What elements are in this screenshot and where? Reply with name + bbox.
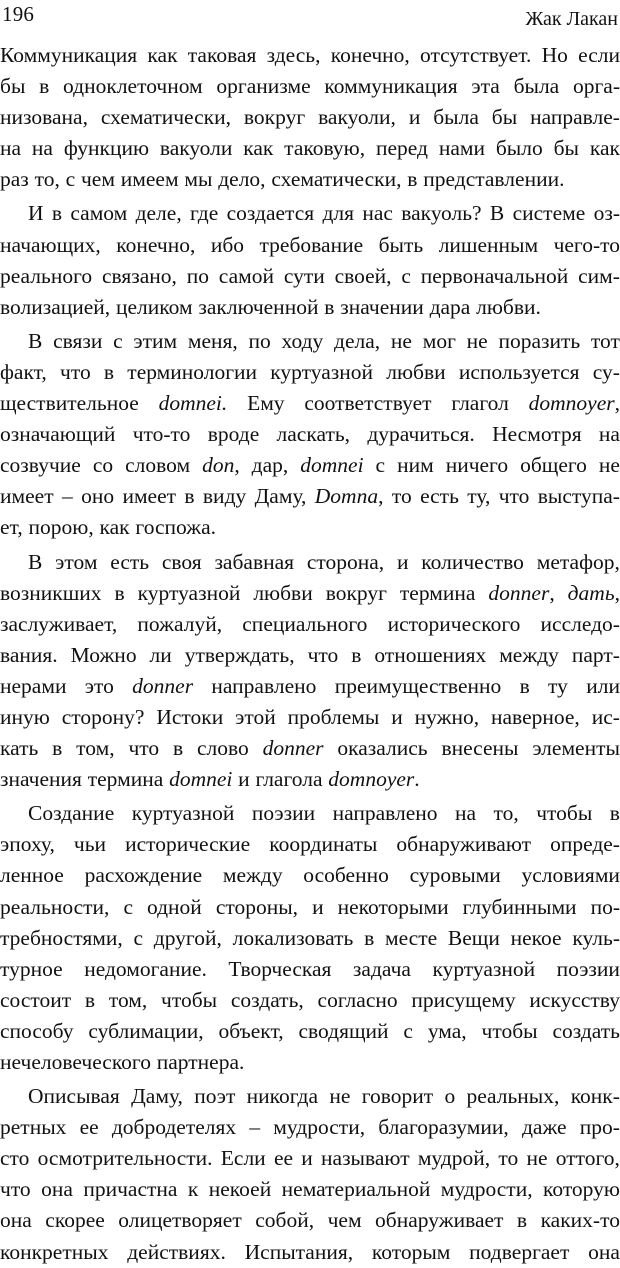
paragraph: [0, 547, 620, 796]
text-line: имеет – оно имеет в виду Даму, Domna, то есть ту, что выступа-: [0, 484, 620, 509]
text-line: факт, что в терминологии куртуазной любви используется су-: [0, 359, 620, 384]
text-line: раз то, с чем имеем мы дело, схематически, в представлении.: [0, 167, 565, 192]
paragraph: [0, 40, 620, 195]
text-line: Создание куртуазной поэзии направлено на то, чтобы в: [28, 801, 620, 826]
text-line: эпоху, чьи исторические координаты обнаруживают опреде-: [0, 832, 620, 857]
text-line: волизацией, целиком заключенной в значении дара любви.: [0, 294, 541, 319]
text-line: ществительное domnei. Ему соответствует глагол domnoyer,: [0, 391, 620, 416]
text-line: низована, схематически, вокруг вакуоли, и была бы направле-: [0, 105, 620, 130]
text-line: созвучие со словом don, дар, domnei с ним ничего общего не: [0, 453, 620, 478]
page-number: 196: [2, 2, 35, 26]
text-line: Коммуникация как таковая здесь, конечно, отсутствует. Но если: [0, 43, 620, 67]
text-line: реальности, с одной стороны, и некоторыми глубинными по-: [0, 894, 620, 919]
paragraph: [0, 1081, 620, 1268]
text-line: требностями, с другой, локализовать в месте Вещи некое куль-: [0, 925, 620, 950]
text-line: иную сторону? Истоки этой проблемы и нужно, наверное, ис-: [0, 704, 620, 729]
text-line: Описывая Даму, поэт никогда не говорит о реальных, конк-: [28, 1084, 620, 1109]
running-head: Жак Лакан: [525, 8, 618, 30]
text-line: заслуживает, пожалуй, специального исторического исследо-: [0, 611, 620, 636]
text-line: ленное расхождение между особенно суровыми условиями: [0, 863, 620, 888]
text-line: значения термина domnei и глагола domnoyer.: [0, 767, 420, 792]
paragraph: [0, 326, 620, 544]
text-line: состоит в том, чтобы создать, согласно присущему искусству: [0, 987, 620, 1012]
paragraph: [0, 198, 620, 322]
text-line: на на функцию вакуоли как таковую, перед нами было бы как: [0, 136, 620, 161]
text-line: кать в том, что в слово donner оказались внесены элементы: [0, 736, 620, 761]
text-line: начающих, конечно, ибо требование быть лишенным чего-то: [0, 232, 620, 257]
text-line: означающий что-то вроде ласкать, дурачиться. Несмотря на: [0, 422, 620, 447]
text-line: вания. Можно ли утверждать, что в отношениях между парт-: [0, 642, 620, 667]
text-line: турное недомогание. Творческая задача куртуазной поэзии: [0, 956, 620, 981]
text-line: бы в одноклеточном организме коммуникация эта была орга-: [0, 74, 620, 99]
text-line: она скорее олицетворяет собой, чем обнаруживает в каких-то: [0, 1208, 620, 1233]
paragraph: [0, 798, 620, 1078]
text-line: нерами это donner направлено преимущественно в ту или: [0, 673, 620, 698]
body-text: [0, 40, 620, 1268]
text-line: реального связано, по самой сути своей, с первоначальной сим-: [0, 263, 620, 288]
text-line: возникших в куртуазной любви вокруг термина donner, дать,: [0, 580, 620, 605]
text-line: нечеловеческого партнера.: [0, 1050, 245, 1074]
text-line: В этом есть своя забавная сторона, и количество метафор,: [28, 549, 620, 574]
text-line: сто осмотрительности. Если ее и называют мудрой, то не оттого,: [0, 1146, 620, 1171]
text-line: конкретных действиях. Испытания, которым подвергает она: [0, 1239, 620, 1264]
text-line: что она причастна к некоей нематериальной мудрости, которую: [0, 1177, 620, 1202]
text-line: ретных ее добродетелях – мудрости, благоразумии, даже про-: [0, 1115, 620, 1140]
page-header: [0, 0, 620, 34]
text-line: способу сублимации, объект, сводящий с ума, чтобы создать: [0, 1018, 620, 1043]
text-line: В связи с этим меня, по ходу дела, не мог не поразить тот: [28, 328, 620, 353]
text-line: И в самом деле, где создается для нас вакуоль? В системе оз-: [28, 201, 620, 226]
text-line: ет, порою, как госпожа.: [0, 515, 217, 540]
